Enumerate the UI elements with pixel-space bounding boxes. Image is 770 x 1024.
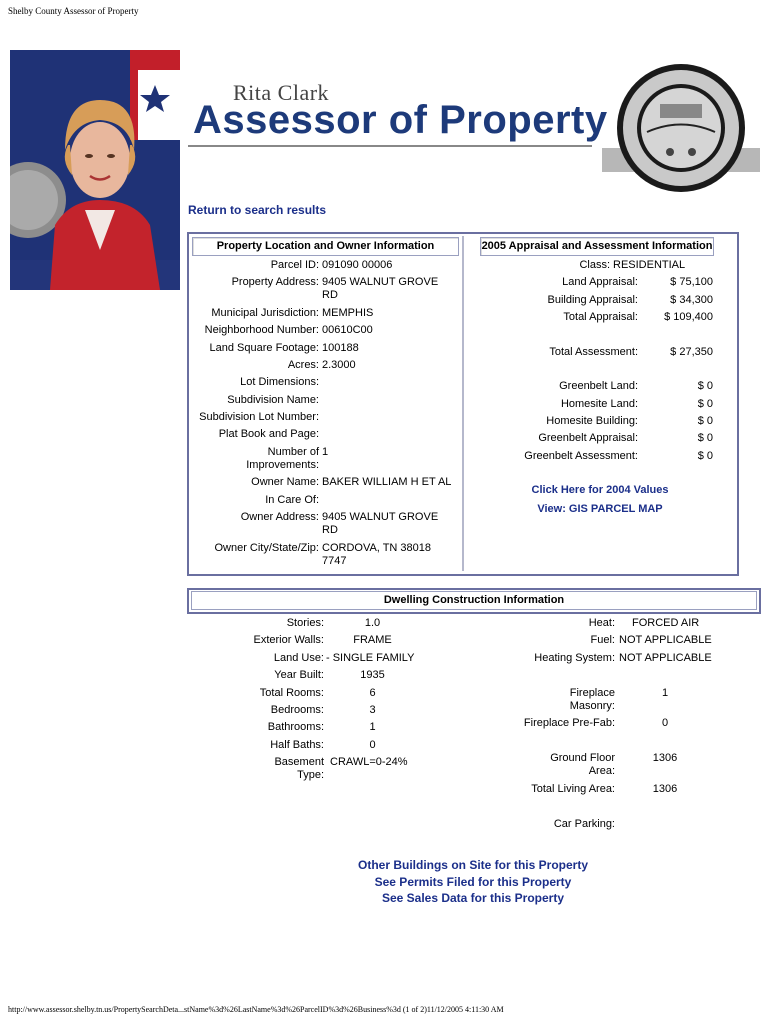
car-parking-label: Car Parking: <box>553 818 615 830</box>
other-buildings-link[interactable]: Other Buildings on Site for this Property <box>357 858 588 872</box>
land-square-footage-value: 100188 <box>322 342 359 354</box>
property-address-label: Property Address: <box>231 276 319 288</box>
page-header-title: Shelby County Assessor of Property <box>8 6 139 16</box>
return-to-search-link[interactable]: Return to search results <box>188 203 327 217</box>
number-of-improvements-value: 1 <box>322 446 329 458</box>
land-use-value: - SINGLE FAMILY <box>326 652 415 664</box>
exterior-walls-label: Exterior Walls: <box>253 634 324 646</box>
homesite-land-label: Homesite Land: <box>560 398 638 410</box>
stories-label: Stories: <box>286 617 324 629</box>
total-rooms-value: 6 <box>369 687 376 699</box>
acres-value: 2.3000 <box>322 359 356 371</box>
heating-system-label: Heating System: <box>534 652 615 664</box>
greenbelt-appraisal-value: $ 0 <box>697 432 713 444</box>
class-label: Class: <box>579 259 610 271</box>
building-appraisal-value: $ 34,300 <box>670 294 713 306</box>
total-rooms-label: Total Rooms: <box>259 687 324 699</box>
property-address-value: 9405 WALNUT GROVE RD <box>322 276 439 301</box>
owner-address-value: 9405 WALNUT GROVE RD <box>322 511 439 536</box>
in-care-of-label: In Care Of: <box>265 494 319 506</box>
permits-link[interactable]: See Permits Filed for this Property <box>374 875 572 889</box>
fireplace-masonry-value: 1 <box>661 687 669 699</box>
fuel-value: NOT APPLICABLE <box>619 634 712 646</box>
homesite-land-value: $ 0 <box>697 398 713 410</box>
land-use-label: Land Use: <box>273 652 324 664</box>
logo-underline <box>188 145 592 147</box>
exterior-walls-value: FRAME <box>353 634 392 646</box>
parcel-id-value: 091090 00006 <box>322 259 393 271</box>
county-seal <box>602 62 760 194</box>
bathrooms-value: 1 <box>369 721 376 733</box>
land-appraisal-value: $ 75,100 <box>670 276 713 288</box>
building-appraisal-label: Building Appraisal: <box>547 294 638 306</box>
fireplace-masonry-label: Fireplace Masonry: <box>569 687 615 712</box>
land-square-footage-label: Land Square Footage: <box>209 342 319 354</box>
year-built-label: Year Built: <box>274 669 324 681</box>
owner-city-state-zip-label: Owner City/State/Zip: <box>214 542 319 554</box>
neighborhood-number-label: Neighborhood Number: <box>204 324 319 336</box>
year-built-value: 1935 <box>360 669 385 681</box>
heat-value: FORCED AIR <box>632 617 700 629</box>
total-assessment-value: $ 27,350 <box>670 346 713 358</box>
lot-dimensions-label: Lot Dimensions: <box>240 376 319 388</box>
basement-type-value: CRAWL=0-24% <box>330 756 408 768</box>
dwelling-header: Dwelling Construction Information <box>191 591 757 610</box>
basement-type-label: Basement Type: <box>274 756 324 781</box>
total-living-area-value: 1306 <box>652 783 678 795</box>
bathrooms-label: Bathrooms: <box>267 721 324 733</box>
homesite-building-value: $ 0 <box>697 415 713 427</box>
fuel-label: Fuel: <box>590 634 615 646</box>
plat-book-label: Plat Book and Page: <box>218 428 319 440</box>
gis-parcel-map-link[interactable]: View: GIS PARCEL MAP <box>537 503 663 515</box>
class-value: RESIDENTIAL <box>613 259 686 271</box>
greenbelt-land-label: Greenbelt Land: <box>559 380 638 392</box>
ground-floor-area-value: 1306 <box>652 752 678 764</box>
fireplace-prefab-label: Fireplace Pre-Fab: <box>523 717 615 729</box>
assessor-name-script: Rita Clark <box>233 80 330 105</box>
appraisal-header: 2005 Appraisal and Assessment Information <box>480 237 714 256</box>
half-baths-value: 0 <box>369 739 376 751</box>
total-assessment-label: Total Assessment: <box>549 346 638 358</box>
municipal-jurisdiction-value: MEMPHIS <box>322 307 374 319</box>
number-of-improvements-label: Number of Improvements: <box>246 446 319 471</box>
location-owner-header: Property Location and Owner Information <box>192 237 459 256</box>
bedrooms-value: 3 <box>369 704 376 716</box>
greenbelt-land-value: $ 0 <box>697 380 713 392</box>
owner-name-value: BAKER WILLIAM H ET AL <box>322 476 452 488</box>
owner-city-state-zip-value: CORDOVA, TN 38018 7747 <box>322 542 432 567</box>
greenbelt-assessment-label: Greenbelt Assessment: <box>524 450 638 462</box>
land-appraisal-label: Land Appraisal: <box>562 276 638 288</box>
homesite-building-label: Homesite Building: <box>546 415 638 427</box>
heat-label: Heat: <box>588 617 615 629</box>
total-appraisal-label: Total Appraisal: <box>563 311 638 323</box>
parcel-id-label: Parcel ID: <box>270 259 319 271</box>
panel-divider <box>462 236 464 571</box>
values-2004-link[interactable]: Click Here for 2004 Values <box>531 484 669 496</box>
sales-data-link[interactable]: See Sales Data for this Property <box>381 891 565 905</box>
half-baths-label: Half Baths: <box>270 739 324 751</box>
neighborhood-number-value: 00610C00 <box>322 324 373 336</box>
site-title: Assessor of Property <box>193 98 608 142</box>
municipal-jurisdiction-label: Municipal Jurisdiction: <box>211 307 319 319</box>
bedrooms-label: Bedrooms: <box>270 704 324 716</box>
owner-name-label: Owner Name: <box>251 476 319 488</box>
ground-floor-area-label: Ground Floor Area: <box>550 752 615 777</box>
total-appraisal-value: $ 109,400 <box>664 311 713 323</box>
total-living-area-label: Total Living Area: <box>531 783 615 795</box>
heating-system-value: NOT APPLICABLE <box>619 652 712 664</box>
greenbelt-assessment-value: $ 0 <box>697 450 713 462</box>
page-footer-url: http://www.assessor.shelby.tn.us/PropertySearchDeta...stName%3d%26LastName%3d%26ParcelID%3d%26Business%3d (1 of 2)11/12/2005 4:11:30 AM <box>8 1005 504 1014</box>
owner-address-label: Owner Address: <box>240 511 319 523</box>
stories-value: 1.0 <box>364 617 381 629</box>
acres-label: Acres: <box>287 359 319 371</box>
fireplace-prefab-value: 0 <box>661 717 669 729</box>
subdivision-lot-number-label: Subdivision Lot Number: <box>199 411 319 423</box>
subdivision-name-label: Subdivision Name: <box>227 394 319 406</box>
assessor-photo <box>10 50 180 290</box>
greenbelt-appraisal-label: Greenbelt Appraisal: <box>538 432 638 444</box>
